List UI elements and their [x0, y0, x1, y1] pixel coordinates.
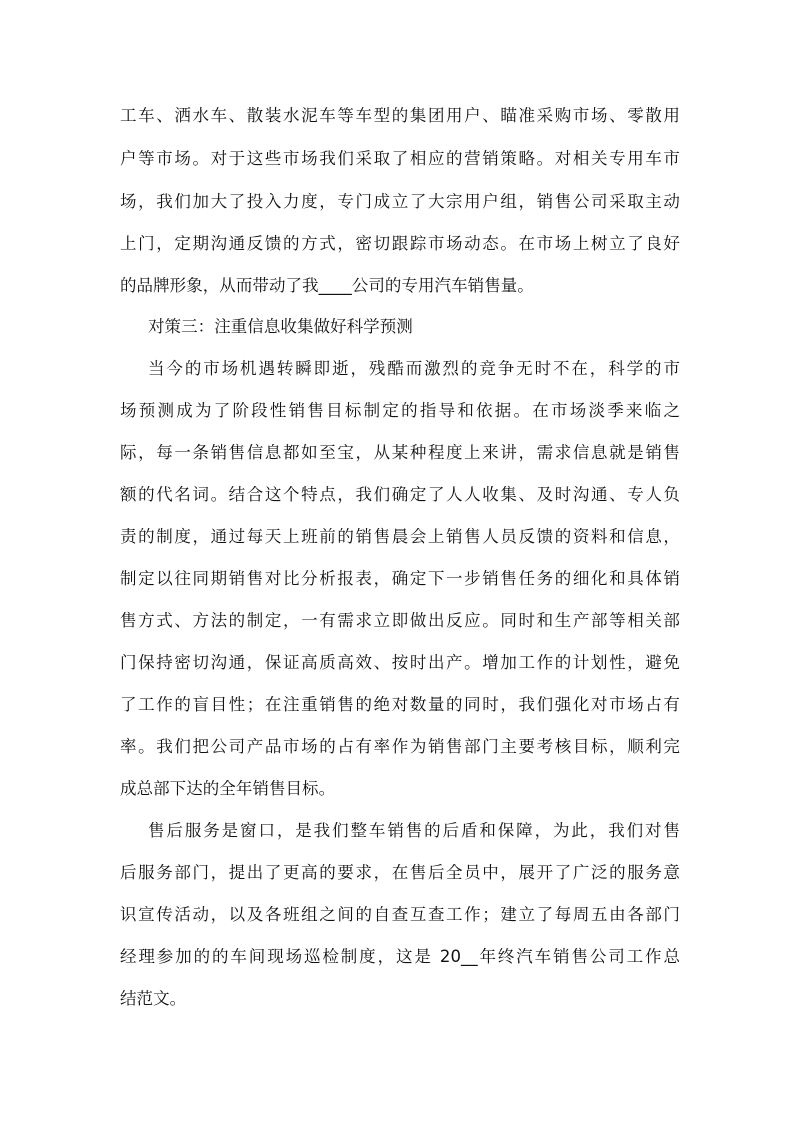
paragraph-line: 际，每一条销售信息都如至宝，从某种程度上来讲，需求信息就是销售	[120, 443, 680, 462]
paragraph-line: 工车、洒水车、散装水泥车等车型的集团用户、瞄准采购市场、零散用	[120, 106, 680, 125]
paragraph-line: 责的制度，通过每天上班前的销售晨会上销售人员反馈的资料和信息，	[120, 527, 680, 546]
paragraph-line: 场，我们加大了投入力度，专门成立了大宗用户组，销售公司采取主动	[120, 192, 680, 211]
paragraph-line: 门保持密切沟通，保证高质高效、按时出产。增加工作的计划性，避免	[120, 653, 680, 672]
paragraph-line: 售后服务是窗口，是我们整车销售的后盾和保障，为此，我们对售	[148, 821, 680, 840]
paragraph-line: 上门，定期沟通反馈的方式，密切跟踪市场动态。在市场上树立了良好	[120, 234, 680, 253]
paragraph-line: 的品牌形象，从而带动了我____公司的专用汽车销售量。	[120, 276, 534, 295]
paragraph-line: 售方式、方法的制定，一有需求立即做出反应。同时和生产部等相关部	[120, 611, 680, 630]
paragraph-line: 成总部下达的全年销售目标。	[120, 779, 336, 798]
paragraph-line: 了工作的盲目性；在注重销售的绝对数量的同时，我们强化对市场占有	[120, 695, 680, 714]
paragraph-line: 后服务部门，提出了更高的要求，在售后全员中，展开了广泛的服务意	[120, 863, 680, 882]
paragraph-line: 额的代名词。结合这个特点，我们确定了人人收集、及时沟通、专人负	[120, 485, 680, 504]
paragraph-line: 识宣传活动，以及各班组之间的自查互查工作；建立了每周五由各部门	[120, 905, 680, 924]
paragraph-line: 结范文。	[120, 989, 187, 1008]
paragraph-line: 制定以往同期销售对比分析报表，确定下一步销售任务的细化和具体销	[120, 569, 680, 588]
paragraph-line: 户等市场。对于这些市场我们采取了相应的营销策略。对相关专用车市	[120, 149, 680, 168]
paragraph-line: 经理参加的的车间现场巡检制度，这是 20__年终汽车销售公司工作总	[120, 947, 680, 966]
paragraph-line: 当今的市场机遇转瞬即逝，残酷而激烈的竞争无时不在，科学的市	[148, 359, 680, 378]
section-heading: 对策三：注重信息收集做好科学预测	[148, 317, 413, 336]
paragraph-line: 场预测成为了阶段性销售目标制定的指导和依据。在市场淡季来临之	[120, 401, 680, 420]
paragraph-line: 率。我们把公司产品市场的占有率作为销售部门主要考核目标，顺利完	[120, 737, 680, 756]
